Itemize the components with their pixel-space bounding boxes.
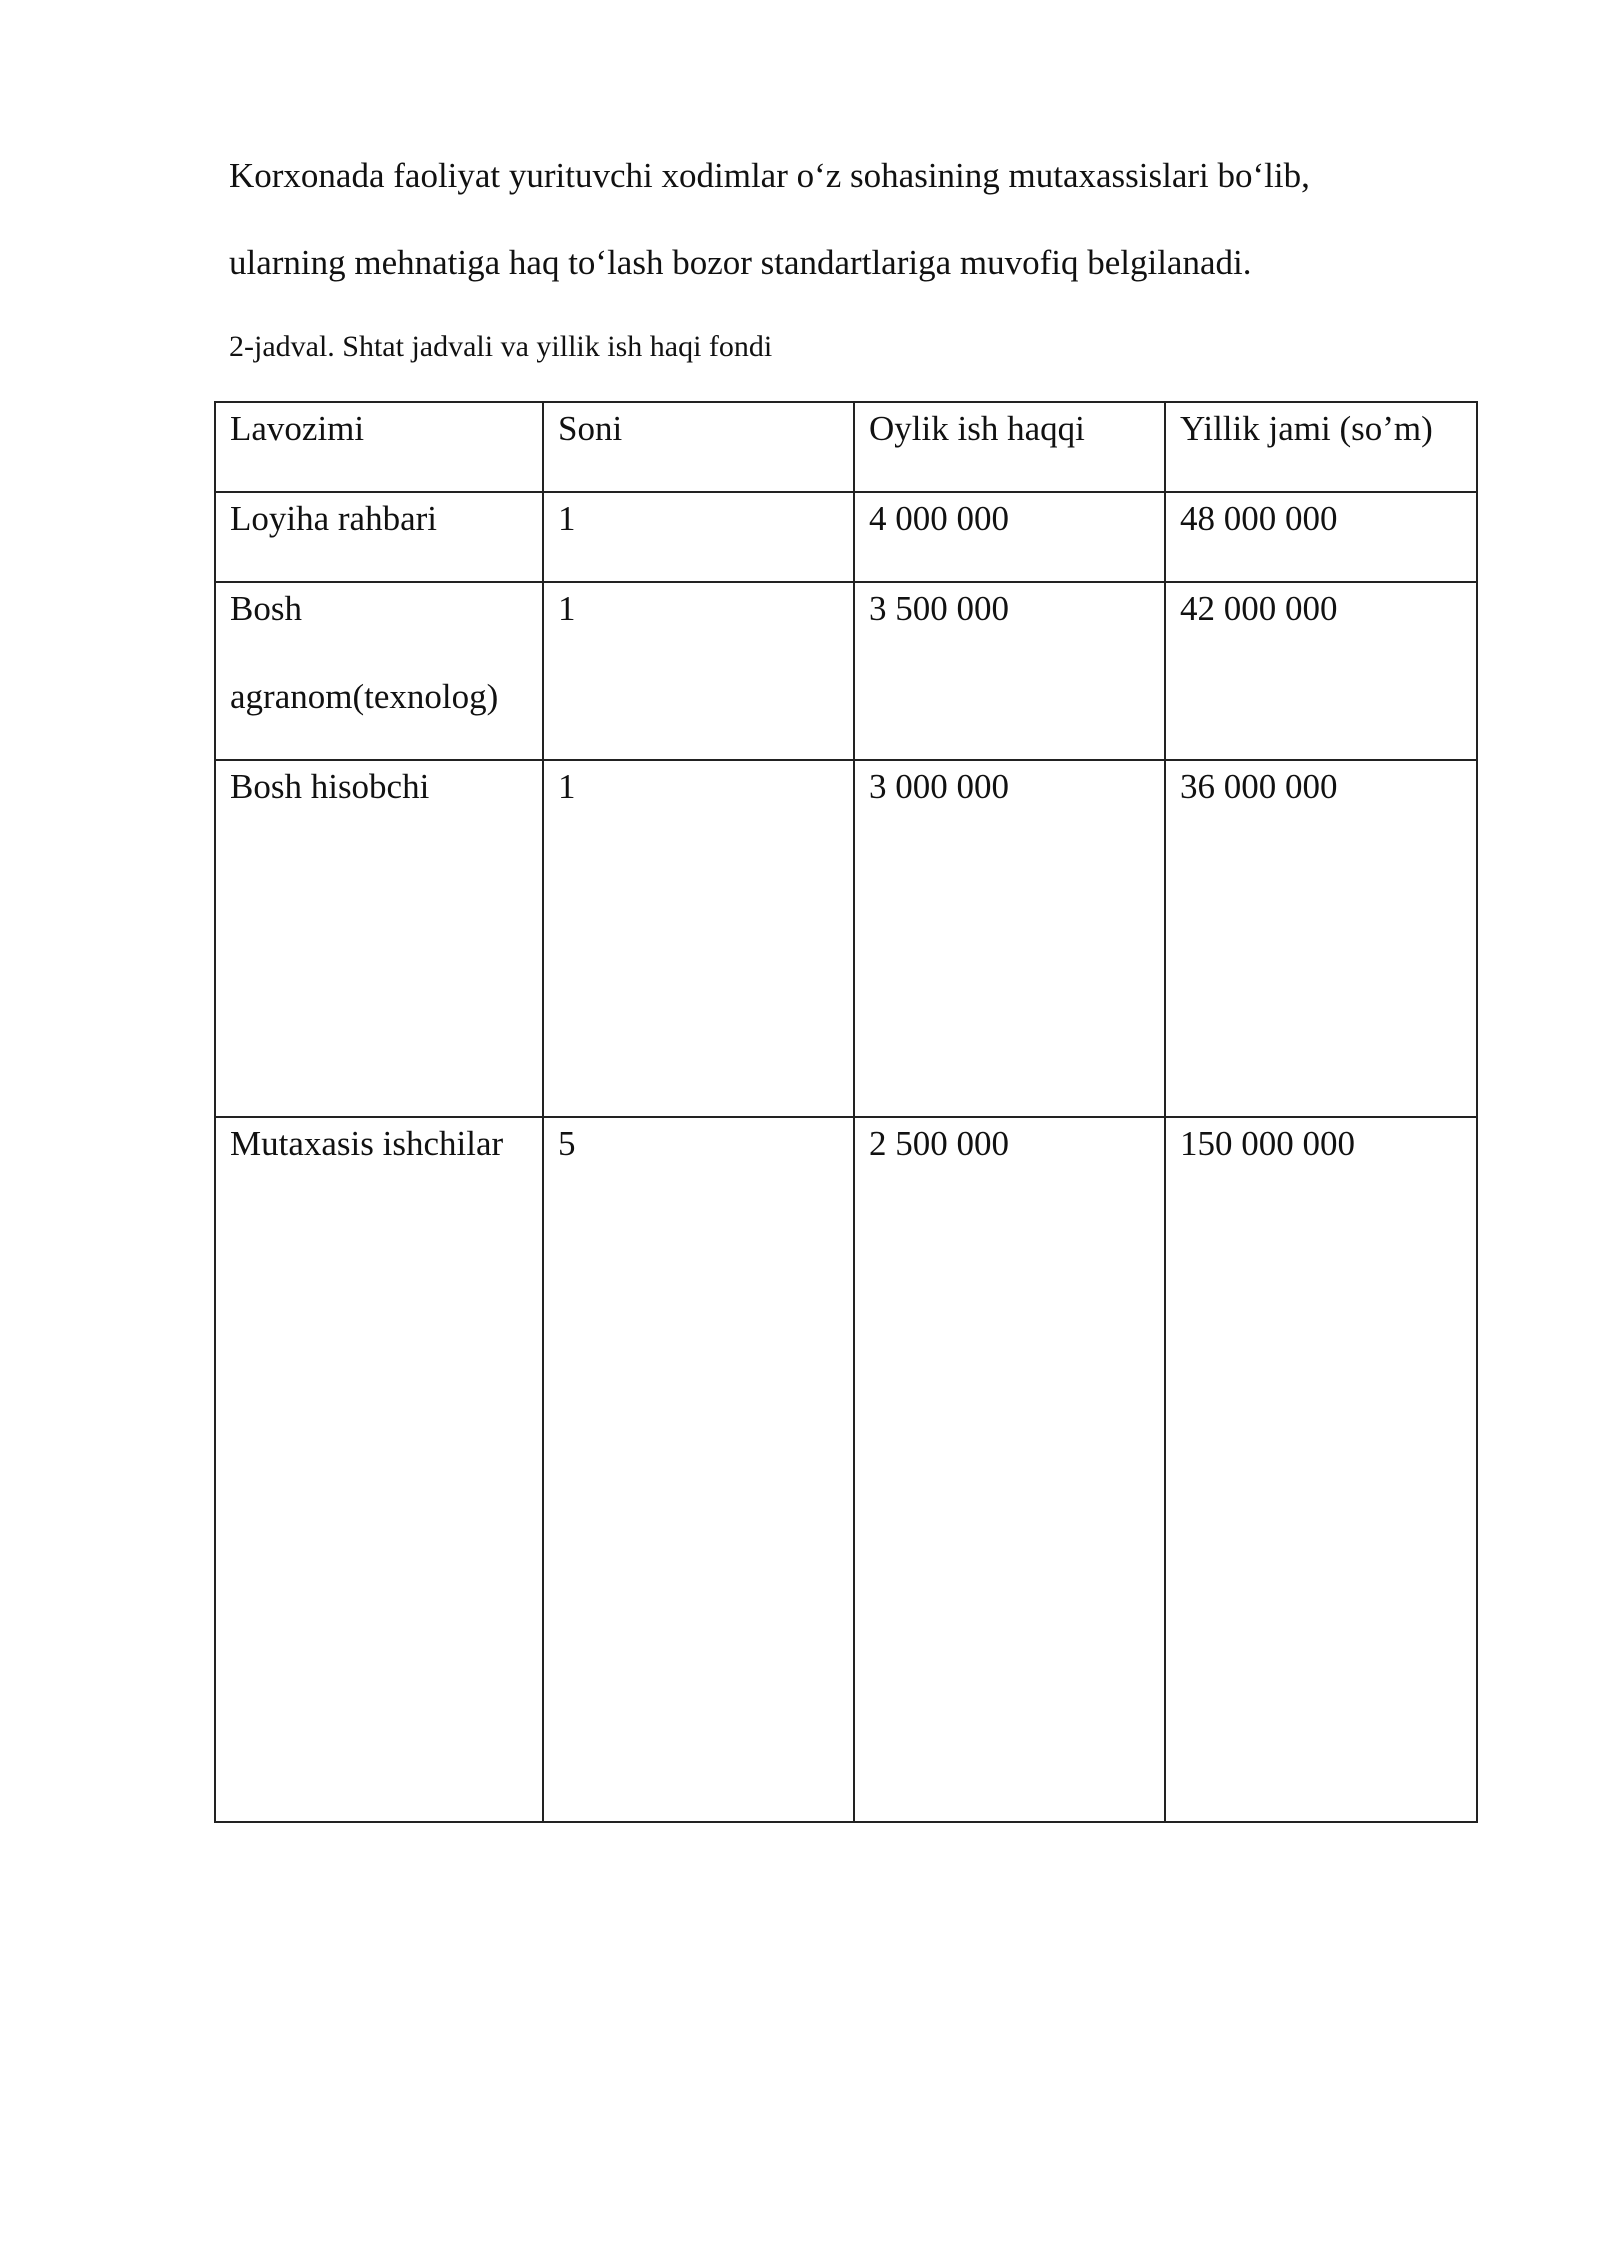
cell-annual-total: 36 000 000 xyxy=(1165,760,1477,1117)
cell-position: Bosh hisobchi xyxy=(215,760,543,1117)
staff-table xyxy=(214,401,1478,1823)
header-cell-position: Lavozimi xyxy=(215,402,543,492)
table-caption: 2-jadval. Shtat jadvali va yillik ish haqi fondi xyxy=(229,330,773,363)
header-cell-monthly-salary: Oylik ish haqqi xyxy=(854,402,1165,492)
cell-position: Loyiha rahbari xyxy=(215,492,543,582)
body-paragraph-line-1: Korxonada faoliyat yurituvchi xodimlar o‘z sohasining mutaxassislari bo‘lib, xyxy=(229,156,1310,195)
cell-monthly-salary: 3 500 000 xyxy=(854,582,1165,760)
table-row xyxy=(215,1117,1477,1822)
cell-count: 5 xyxy=(543,1117,854,1822)
cell-count: 1 xyxy=(543,582,854,760)
cell-position: Mutaxasis ishchilar xyxy=(215,1117,543,1822)
header-cell-annual-total: Yillik jami (so’m) xyxy=(1165,402,1477,492)
cell-annual-total: 42 000 000 xyxy=(1165,582,1477,760)
header-cell-count: Soni xyxy=(543,402,854,492)
cell-monthly-salary: 2 500 000 xyxy=(854,1117,1165,1822)
table-header-row xyxy=(215,402,1477,492)
cell-position: Bosh agranom(texnolog) xyxy=(215,582,543,760)
table-row xyxy=(215,492,1477,582)
table-row xyxy=(215,760,1477,1117)
body-paragraph-line-2: ularning mehnatiga haq to‘lash bozor standartlariga muvofiq belgilanadi. xyxy=(229,243,1252,282)
cell-annual-total: 150 000 000 xyxy=(1165,1117,1477,1822)
table-row xyxy=(215,582,1477,760)
cell-annual-total: 48 000 000 xyxy=(1165,492,1477,582)
cell-count: 1 xyxy=(543,760,854,1117)
cell-count: 1 xyxy=(543,492,854,582)
cell-monthly-salary: 3 000 000 xyxy=(854,760,1165,1117)
cell-monthly-salary: 4 000 000 xyxy=(854,492,1165,582)
